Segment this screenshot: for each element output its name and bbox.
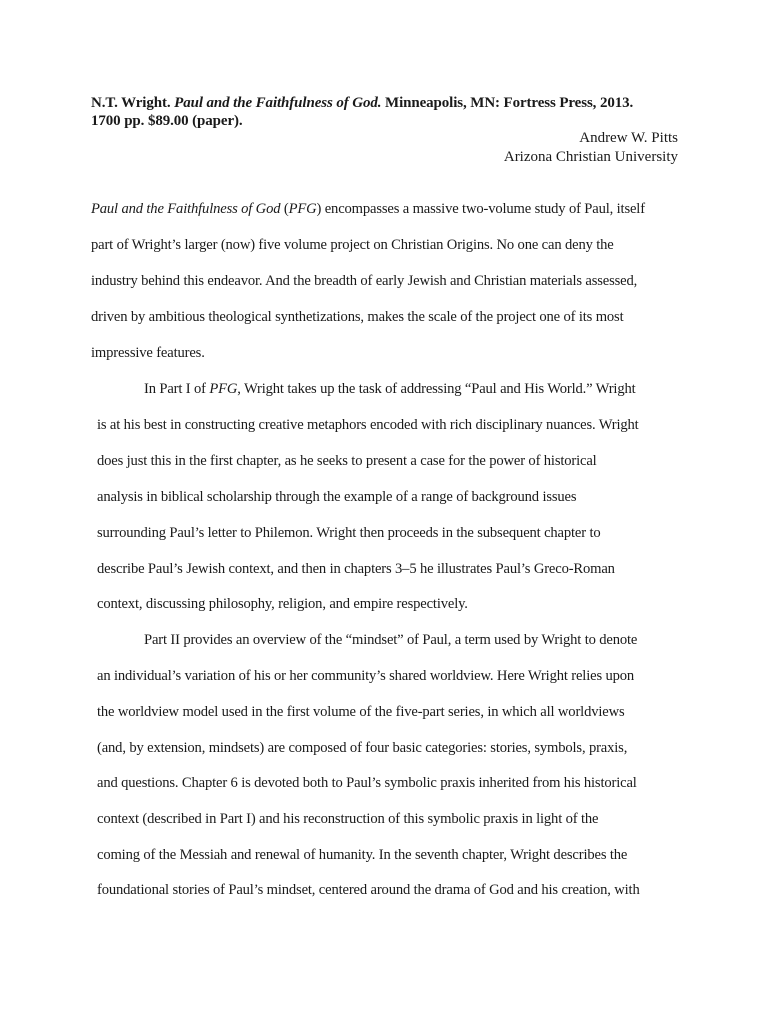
paragraph-2-line-3: does just this in the first chapter, as he seeks to present a case for the power of historical: [97, 453, 597, 469]
paragraph-2-line-1: [144, 380, 636, 398]
paragraph-1-line-4: driven by ambitious theological synthetizations, makes the scale of the project one of its most: [91, 309, 624, 325]
book-title-italic: Paul and the Faithfulness of God: [91, 201, 281, 217]
citation-line-2: 1700 pp. $89.00 (paper).: [91, 113, 243, 129]
reviewer-affiliation: Arizona Christian University: [503, 149, 678, 165]
paragraph-2-line-7: context, discussing philosophy, religion, and empire respectively.: [97, 596, 468, 612]
paragraph-3-line-5: and questions. Chapter 6 is devoted both to Paul’s symbolic praxis inherited from his historical: [97, 775, 637, 791]
reviewer-name: Andrew W. Pitts: [579, 130, 678, 146]
paragraph-2-line-5: surrounding Paul’s letter to Philemon. Wright then proceeds in the subsequent chapter to: [97, 525, 601, 541]
abbrev-italic: PFG: [288, 201, 317, 217]
paragraph-3-line-4: (and, by extension, mindsets) are composed of four basic categories: stories, symbols, praxis,: [97, 740, 628, 756]
paragraph-3-line-8: foundational stories of Paul’s mindset, centered around the drama of God and his creation, with: [97, 882, 640, 898]
citation-book-title: Paul and the Faithfulness of God.: [174, 95, 382, 111]
reviewer-block: [504, 129, 678, 167]
paragraph-1-line-1-rest: ) encompasses a massive two-volume study of Paul, itself: [316, 201, 645, 217]
citation-line-1: [91, 94, 690, 112]
paragraph-3-line-1: Part II provides an overview of the “mindset” of Paul, a term used by Wright to denote: [144, 632, 638, 648]
paragraph-1-line-1: [91, 200, 645, 218]
paragraph-2-line-6: describe Paul’s Jewish context, and then in chapters 3–5 he illustrates Paul’s Greco-Roman: [97, 561, 615, 577]
citation-publisher: Minneapolis, MN: Fortress Press, 2013.: [385, 95, 634, 111]
paragraph-2-line-1-rest: , Wright takes up the task of addressing “Paul and His World.” Wright: [237, 381, 636, 397]
paragraph-1-line-2: part of Wright’s larger (now) five volume project on Christian Origins. No one can deny the: [91, 237, 614, 253]
paragraph-1-line-5: impressive features.: [91, 345, 205, 361]
paragraph-1-line-3: industry behind this endeavor. And the breadth of early Jewish and Christian materials assessed,: [91, 273, 638, 289]
paragraph-3-line-6: context (described in Part I) and his reconstruction of this symbolic praxis in light of the: [97, 811, 599, 827]
paragraph-2-line-4: analysis in biblical scholarship through the example of a range of background issues: [97, 489, 577, 505]
paragraph-3-line-2: an individual’s variation of his or her community’s shared worldview. Here Wright relies upon: [97, 668, 635, 684]
paragraph-2-line-2: is at his best in constructing creative metaphors encoded with rich disciplinary nuances. Wright: [97, 417, 639, 433]
paragraph-3-line-7: coming of the Messiah and renewal of humanity. In the seventh chapter, Wright describes the: [97, 847, 628, 863]
paren-open: (: [280, 201, 289, 217]
paragraph-3-line-3: the worldview model used in the first volume of the five-part series, in which all worldviews: [97, 704, 625, 720]
citation-author: N.T. Wright.: [91, 95, 171, 111]
book-citation: [91, 94, 691, 130]
abbrev-italic: PFG: [209, 381, 238, 397]
paragraph-2-line-1-start: In Part I of: [144, 381, 210, 397]
